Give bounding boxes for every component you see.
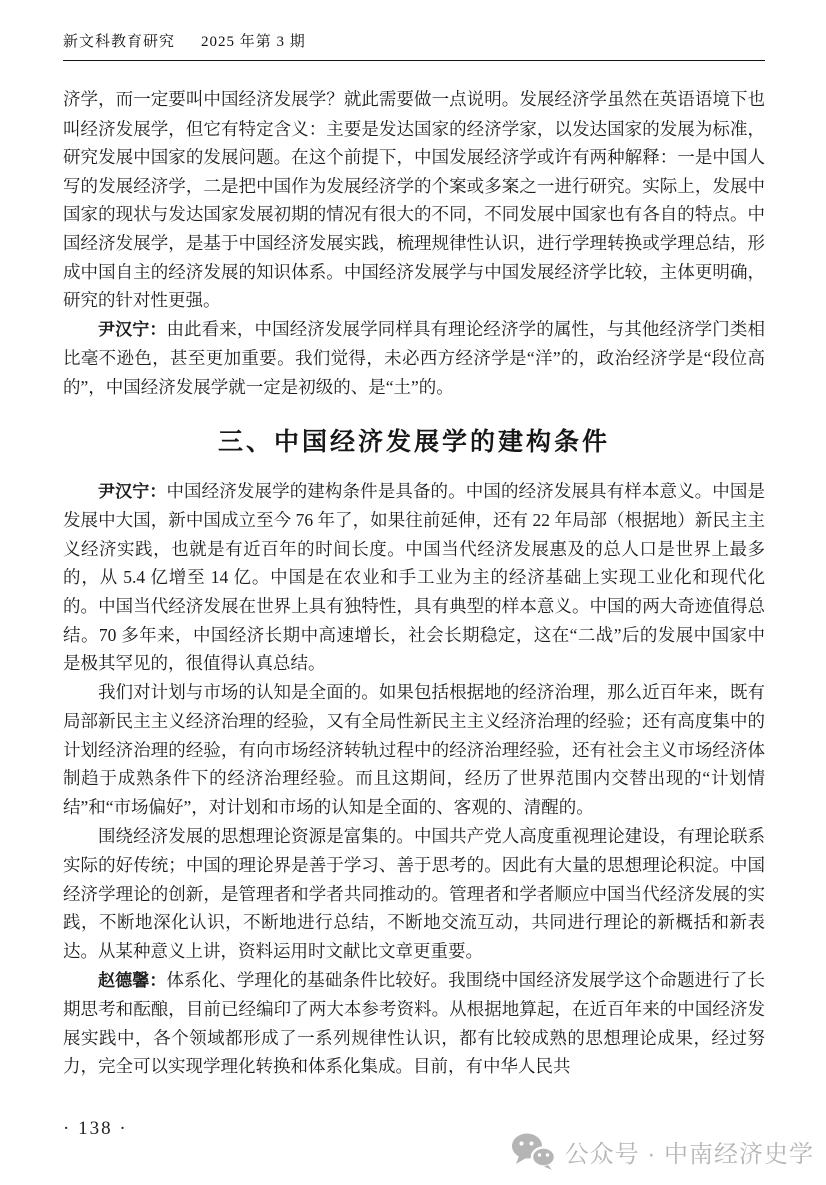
- paragraph-text: 由此看来，中国经济发展学同样具有理论经济学的属性，与其他经济学门类相比毫不逊色，甚至更加重要。我们觉得，未必西方经济学是“洋”的，政治经济学是“段位高的”，中国经济发展学就一定是初级的、是“土”的。: [63, 318, 766, 397]
- paragraph-text: 中国经济发展学的建构条件是具备的。中国的经济发展具有样本意义。中国是发展中大国，新中国成立至今 76 年了，如果往前延伸，还有 22 年局部（根据地）新民主主义经济实践，也就是有近百年的时间长度。中国当代经济发展惠及的总人口是世界上最多的，从 5.4 亿增至 14 亿。中国是在农业和手工业为主的经济基础上实现工业化和现代化的。中国当代经济发展在世界上具有独特性，具有典型的样本意义。中国的两大奇迹值得总结。70 多年来，中国经济长期中高速增长，社会长期稳定，这在“二战”后的发展中国家中是极其罕见的，很值得认真总结。: [63, 480, 766, 674]
- wechat-icon: [510, 1132, 556, 1170]
- header-divider: [63, 60, 765, 61]
- speaker-name: 尹汉宁：: [98, 481, 167, 501]
- paragraph-text: 济学，而一定要叫中国经济发展学？就此需要做一点说明。发展经济学虽然在英语语境下也叫经济发展学，但它有特定含义：主要是发达国家的经济学家，以发达国家的发展为标准，研究发展中国家的发展问题。在这个前提下，中国发展经济学或许有两种解释：一是中国人写的发展经济学，二是把中国作为发展经济学的个案或多案之一进行研究。实际上，发展中国家的现状与发达国家发展初期的情况有很大的不同，不同发展中国家也有各自的特点。中国经济发展学，是基于中国经济发展实践，梳理规律性认识，进行学理转换或学理总结，形成中国自主的经济发展的知识体系。中国经济发展学与中国发展经济学比较，主体更明确，研究的针对性更强。: [63, 89, 765, 311]
- watermark: [510, 1132, 814, 1170]
- page-header: [63, 30, 765, 61]
- speaker-name: 尹汉宁：: [98, 319, 167, 339]
- paragraph: [63, 678, 765, 822]
- journal-title: 新文科教育研究: [63, 34, 176, 50]
- paragraph: [63, 477, 765, 678]
- article-body: [63, 85, 765, 1081]
- paragraph-text: 围绕经济发展的思想理论资源是富集的。中国共产党人高度重视理论建设，有理论联系实际的好传统；中国的理论界是善于学习、善于思考的。因此有大量的思想理论积淀。中国经济学理论的创新，是管理者和学者共同推动的。管理者和学者顺应中国当代经济发展的实践，不断地深化认识，不断地进行总结，不断地交流互动，共同进行理论的新概括和新表达。从某种意义上讲，资料运用时文献比文章更重要。: [63, 825, 765, 962]
- page-content: [63, 30, 765, 1081]
- paragraph-text: 我们对计划与市场的认知是全面的。如果包括根据地的经济治理，那么近百年来，既有局部新民主主义经济治理的经验，又有全局性新民主主义经济治理的经验；还有高度集中的计划经济治理的经验，有向市场经济转轨过程中的经济治理经验，还有社会主义市场经济体制趋于成熟条件下的经济治理经验。而且这期间，经历了世界范围内交替出现的“计划情结”和“市场偏好”，对计划和市场的认知是全面的、客观的、清醒的。: [63, 681, 765, 818]
- paragraph: [63, 966, 765, 1081]
- paragraph-continuation: [63, 85, 765, 315]
- speaker-name: 赵德馨：: [98, 970, 167, 990]
- paragraph-text: 体系化、学理化的基础条件比较好。我围绕中国经济发展学这个命题进行了长期思考和酝酿，目前已经编印了两大本参考资料。从根据地算起，在近百年来的中国经济发展实践中，各个领域都形成了一系列规律性认识，都有比较成熟的思想理论成果，经过努力，完全可以实现学理化转换和体系化集成。目前，有中华人民共: [63, 969, 766, 1077]
- running-head: [63, 30, 765, 60]
- page-number: · 138 ·: [63, 1118, 128, 1139]
- paragraph: [63, 315, 765, 402]
- paragraph: [63, 822, 765, 966]
- section-heading: 三、中国经济发展学的建构条件: [217, 428, 610, 456]
- watermark-text: 公众号 · 中南经济史学: [564, 1140, 814, 1168]
- journal-issue: 2025 年第 3 期: [201, 34, 306, 50]
